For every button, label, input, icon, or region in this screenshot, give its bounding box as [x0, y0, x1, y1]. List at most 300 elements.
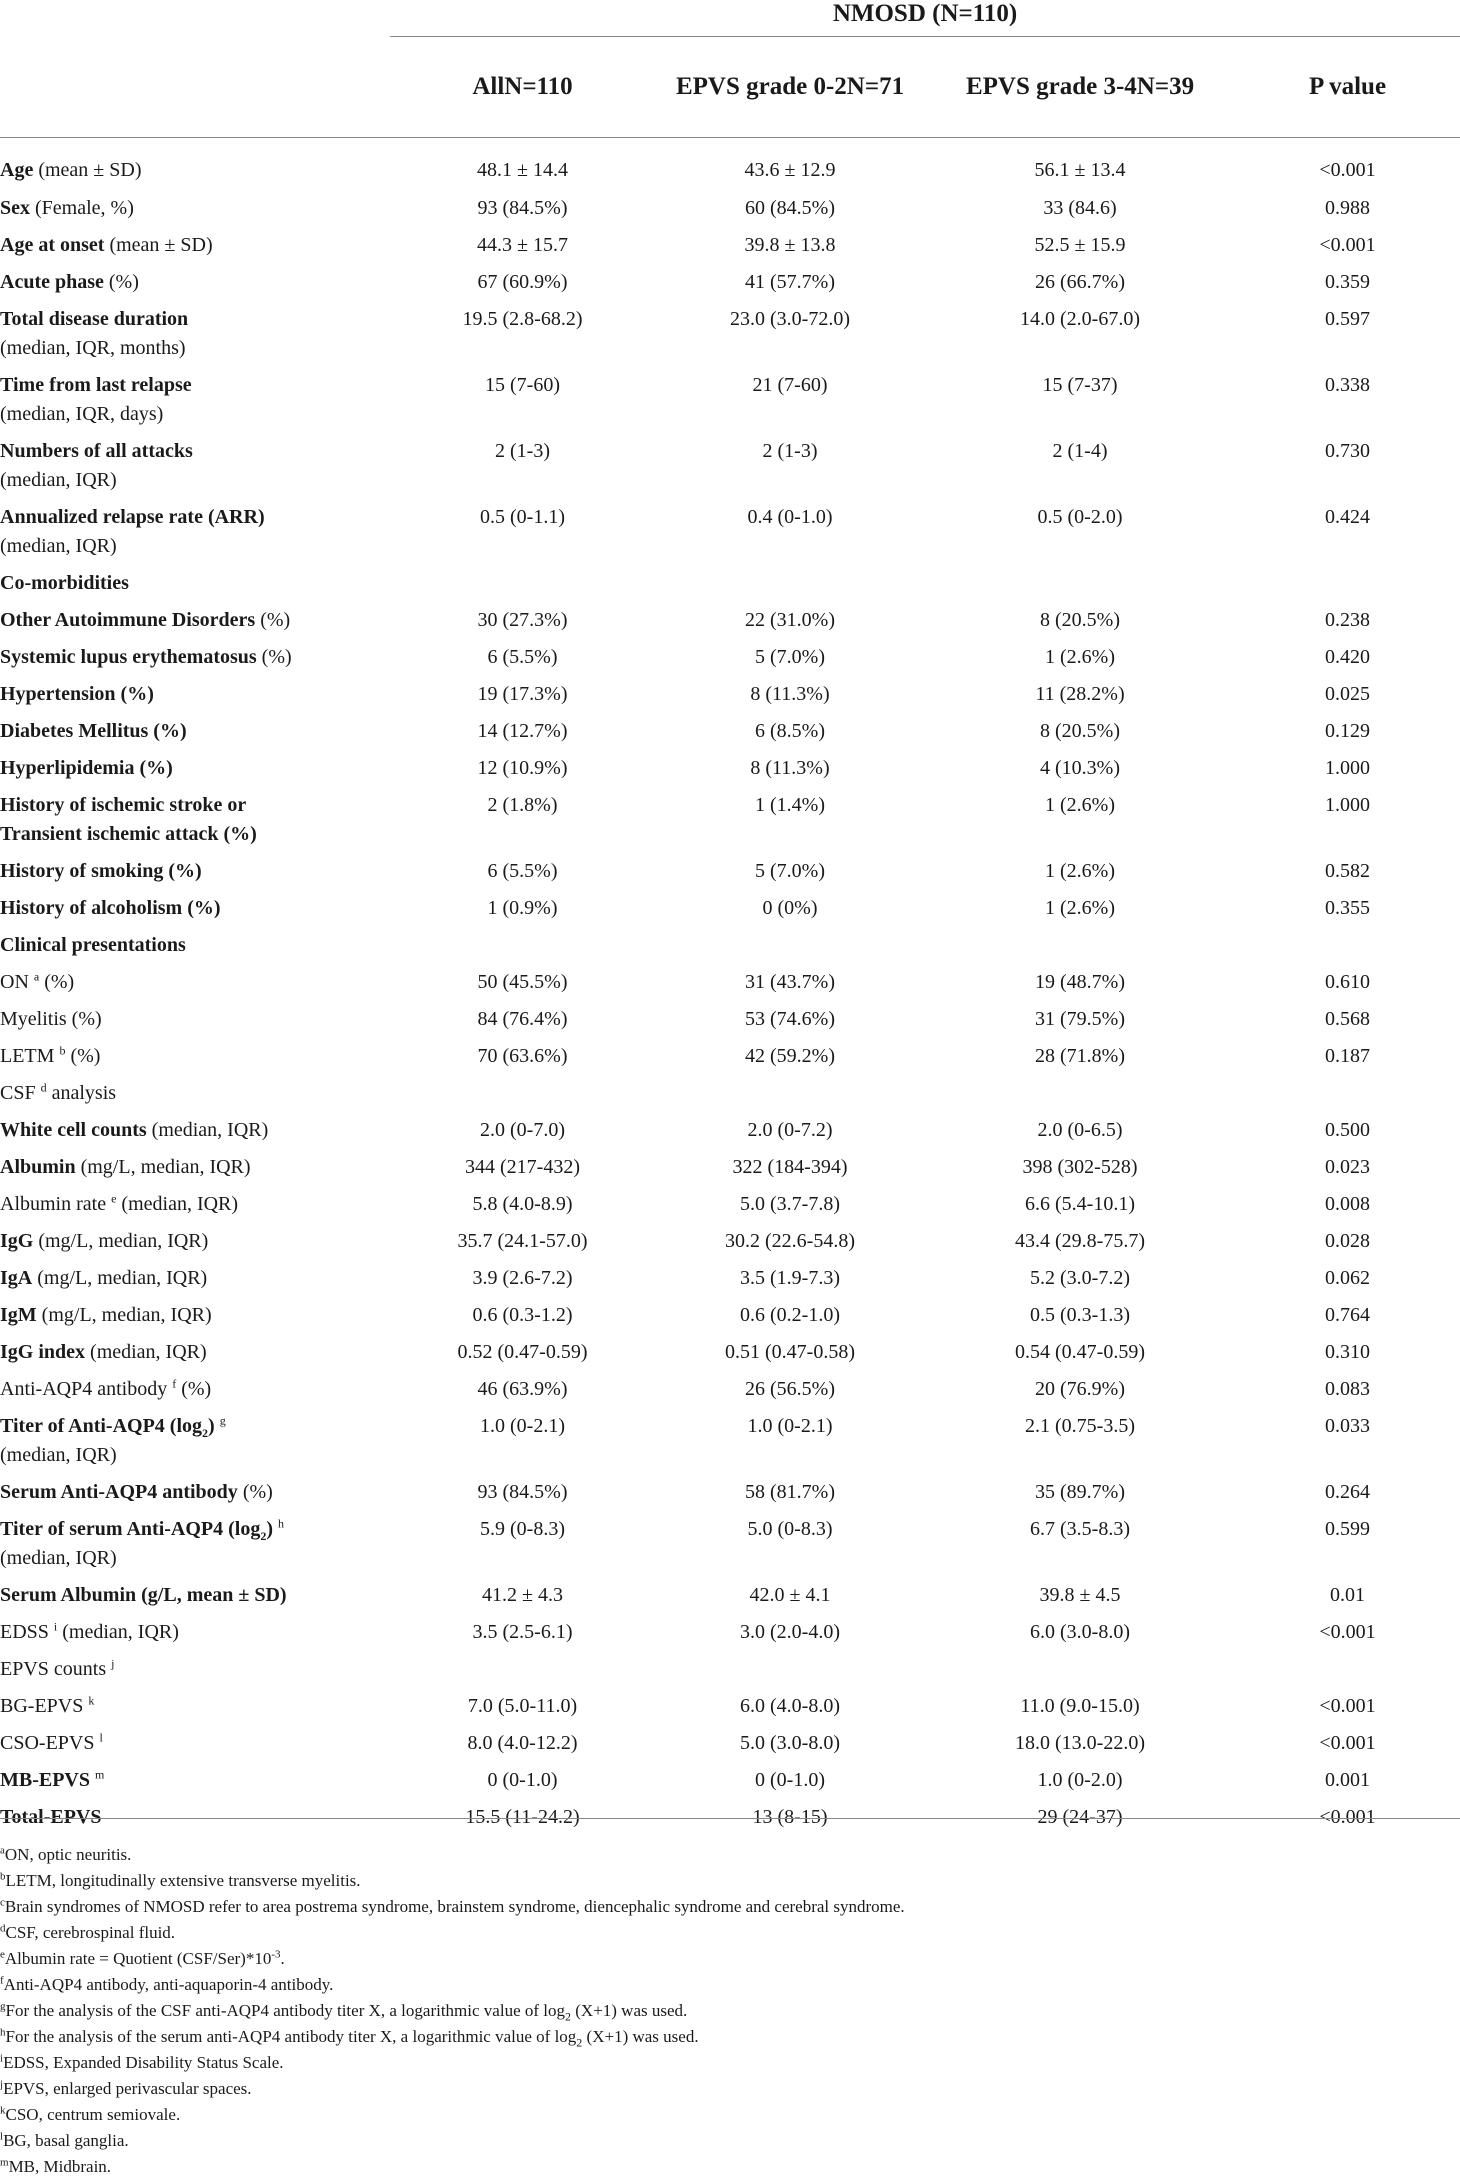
row-label-normal: LETM [0, 1044, 55, 1067]
table-cell [1235, 1073, 1460, 1110]
footnote-marker: j [111, 1655, 115, 1670]
table-row [0, 851, 1460, 888]
table-cell: 53 (74.6%) [745, 1007, 835, 1030]
table-cell: 0.52 (0.47-0.59) [457, 1340, 588, 1363]
footnote-marker: c [0, 1896, 5, 1909]
row-label-bold: Hypertension (%) [0, 682, 154, 705]
table-cell: 1 (1.4%) [755, 793, 825, 816]
table-row [0, 1612, 1460, 1649]
column-header: EPVS grade 0-2N=71 [655, 37, 925, 138]
table-row [0, 1472, 1460, 1509]
table-cell: 0.599 [1325, 1517, 1370, 1540]
row-label-normal: Albumin rate [0, 1192, 107, 1215]
row-label-normal: CSO-EPVS [0, 1731, 95, 1754]
table-row [0, 1649, 1460, 1686]
row-label [0, 1406, 390, 1472]
row-label-bold: Total-EPVS [0, 1805, 102, 1828]
footnote-text: ON, optic neuritis. [4, 1845, 132, 1864]
row-label [0, 1332, 390, 1369]
row-label-normal: ON [0, 970, 29, 993]
table-cell: 0.51 (0.47-0.58) [725, 1340, 855, 1363]
table-row [0, 1147, 1460, 1184]
table-cell: 7.0 (5.0-11.0) [467, 1694, 578, 1717]
table-cell: <0.001 [1319, 1620, 1376, 1643]
table-row [0, 925, 1460, 962]
column-header-row [0, 37, 1460, 138]
row-label [0, 365, 390, 431]
table-row [0, 1332, 1460, 1369]
table-cell: 48.1 ± 14.4 [477, 159, 568, 181]
footnote [0, 1920, 1460, 1946]
row-label [0, 748, 390, 785]
row-label-bold: Annualized relapse rate (ARR) [0, 505, 265, 528]
table-cell: 35.7 (24.1-57.0) [457, 1229, 588, 1252]
table-cell [925, 563, 1235, 600]
table-cell: 1 (2.6%) [1045, 793, 1115, 816]
table-cell: 6 (8.5%) [755, 719, 825, 742]
table-cell: 1.0 (0-2.1) [747, 1414, 833, 1437]
table-cell: 2 (1-3) [495, 439, 550, 462]
table-cell: 5.0 (3.0-8.0) [740, 1731, 840, 1754]
row-label [0, 1258, 390, 1295]
table-cell: 0.033 [1325, 1414, 1370, 1437]
table-row [0, 711, 1460, 748]
table-cell: 0 (0-1.0) [755, 1768, 825, 1791]
table-cell: 14.0 (2.0-67.0) [1020, 307, 1140, 330]
table-cell: 0.730 [1325, 439, 1370, 462]
row-label [0, 999, 390, 1036]
table-cell: 2 (1.8%) [487, 793, 558, 816]
row-label-normal: BG-EPVS [0, 1694, 84, 1717]
row-label-line2: (median, IQR) [0, 534, 117, 557]
table-cell: 70 (63.6%) [477, 1044, 568, 1067]
table-cell: 44.3 ± 15.7 [477, 233, 568, 256]
table-cell: 0.764 [1325, 1303, 1370, 1326]
table-cell: 5 (7.0%) [755, 859, 825, 882]
table-cell: 30 (27.3%) [477, 608, 568, 631]
table-cell: 18.0 (13.0-22.0) [1015, 1731, 1145, 1754]
table-cell: 42.0 ± 4.1 [749, 1583, 831, 1606]
row-label [0, 1073, 390, 1110]
table-cell: 0.5 (0.3-1.3) [1030, 1303, 1130, 1326]
row-label [0, 1575, 390, 1612]
row-label-normal: EPVS counts [0, 1657, 107, 1680]
footnote-text: Anti-AQP4 antibody, anti-aquaporin-4 antibody. [3, 1975, 334, 1994]
table-cell: 3.5 (2.5-6.1) [472, 1620, 573, 1643]
table-cell: 12 (10.9%) [477, 756, 568, 779]
footnote [0, 2128, 1460, 2154]
footnote [0, 1972, 1460, 1998]
row-label-line2: (median, IQR, months) [0, 336, 186, 359]
table-cell: 84 (76.4%) [477, 1007, 568, 1030]
footnote: $^e$Albumin rate = Quotient $(CSF/Ser)*10^{-3}$. [0, 1948, 285, 1968]
table-cell: 322 (184-394) [732, 1155, 848, 1178]
table-cell: 22 (31.0%) [745, 608, 835, 631]
row-label-normal: (%) [176, 1377, 212, 1400]
table-cell: 1.000 [1325, 756, 1370, 779]
row-label [0, 637, 390, 674]
table-cell: 0.187 [1325, 1044, 1370, 1067]
row-label [0, 962, 390, 999]
table-cell: 15.5 (11-24.2) [465, 1805, 580, 1828]
row-label [0, 431, 390, 497]
table-cell: 0.008 [1325, 1192, 1370, 1215]
footnote-marker: l [0, 2130, 4, 2143]
table-row [0, 637, 1460, 674]
table-cell: 398 (302-528) [1022, 1155, 1138, 1178]
row-label [0, 1295, 390, 1332]
row-label-bold: Numbers of all attacks [0, 439, 193, 462]
row-label-normal: (median, IQR) [57, 1620, 179, 1643]
table-row [0, 1797, 1460, 1845]
column-header [0, 37, 390, 138]
table-row [0, 563, 1460, 600]
row-label-normal: (mg/L, median, IQR) [32, 1266, 208, 1289]
table-cell: 14 (12.7%) [477, 719, 568, 742]
footnote [0, 2050, 1460, 2076]
table-cell: 1 (2.6%) [1045, 645, 1115, 668]
table-cell: 2.0 (0-7.2) [747, 1118, 833, 1141]
table-cell: <0.001 [1319, 233, 1376, 256]
row-label [0, 299, 390, 365]
table-row [0, 1575, 1460, 1612]
row-label [0, 851, 390, 888]
table-cell [1235, 563, 1460, 600]
footnote-marker: j [0, 2078, 4, 2091]
table-cell: 46 (63.9%) [477, 1377, 568, 1400]
table-body [0, 138, 1460, 1845]
column-header: P value [1235, 37, 1460, 138]
footnote-marker: k [0, 2104, 6, 2117]
table-cell: 15 (7-37) [1042, 373, 1118, 396]
table-cell: 56.1 ± 13.4 [1034, 159, 1126, 181]
footnote-marker: b [59, 1042, 66, 1057]
table-cell: 19 (17.3%) [477, 682, 568, 705]
row-label [0, 1184, 390, 1221]
row-label-bold: IgG [0, 1229, 34, 1252]
table-cell: 0.025 [1325, 682, 1370, 705]
table-cell: 1 (2.6%) [1045, 896, 1115, 919]
row-label-normal: (mg/L, median, IQR) [75, 1155, 251, 1178]
row-label-bold: History of ischemic stroke or [0, 793, 247, 816]
table-cell: 5.8 (4.0-8.9) [472, 1192, 573, 1215]
table-cell: 0 (0%) [762, 896, 818, 919]
table-row [0, 225, 1460, 262]
table-cell [1235, 925, 1460, 962]
table-cell: 0.129 [1325, 719, 1370, 742]
footnote-marker: g [0, 2000, 6, 2013]
table-cell: 39.8 ± 13.8 [744, 233, 836, 256]
table-row [0, 1406, 1460, 1472]
table-row [0, 1686, 1460, 1723]
table-cell: 2.1 (0.75-3.5) [1025, 1414, 1135, 1437]
row-label-normal: Anti-AQP4 antibody [0, 1377, 168, 1400]
table-cell [390, 563, 655, 600]
table-cell: 3.5 (1.9-7.3) [740, 1266, 840, 1289]
row-label-normal: analysis [46, 1081, 117, 1104]
row-label [0, 1797, 390, 1845]
table-cell: 0.062 [1325, 1266, 1370, 1289]
table-row [0, 785, 1460, 851]
row-label-normal: (%) [39, 970, 75, 993]
row-label-bold: History of alcoholism (%) [0, 896, 221, 919]
table-row [0, 1221, 1460, 1258]
table-cell: 2 (1-4) [1052, 439, 1108, 462]
table-row [0, 1110, 1460, 1147]
table-row [0, 1036, 1460, 1073]
footnote-marker: h [0, 2026, 6, 2039]
row-label [0, 711, 390, 748]
row-label-normal: (%) [255, 608, 291, 631]
table-cell: 5.0 (3.7-7.8) [740, 1192, 840, 1215]
row-label [0, 1472, 390, 1509]
table-cell: 19 (48.7%) [1035, 970, 1125, 993]
footnote-marker: d [0, 1922, 6, 1935]
row-label-normal: (%) [103, 270, 139, 293]
table-cell: 2.0 (0-6.5) [1037, 1118, 1123, 1141]
table-cell: 6 (5.5%) [487, 859, 558, 882]
table-cell: 0.310 [1325, 1340, 1370, 1363]
table-cell: 8 (11.3%) [750, 756, 830, 779]
table-cell: 60 (84.5%) [745, 196, 835, 219]
table-cell: 6.0 (4.0-8.0) [740, 1694, 840, 1717]
row-label [0, 1110, 390, 1147]
footnote-text: CSF, cerebrospinal fluid. [5, 1923, 176, 1942]
row-label-line2: (median, IQR) [0, 468, 117, 491]
row-label-line2: (median, IQR, days) [0, 402, 164, 425]
row-label-bold: Serum Anti-AQP4 antibody [0, 1480, 238, 1503]
row-label-normal: EDSS [0, 1620, 49, 1643]
footnote-text: EDSS, Expanded Disability Status Scale. [3, 2053, 284, 2072]
group-header-row [0, 0, 1460, 37]
footnote-marker: i [53, 1618, 58, 1633]
table-cell [390, 1073, 655, 1110]
row-label [0, 1686, 390, 1723]
table-cell [925, 1649, 1235, 1686]
row-label [0, 1036, 390, 1073]
table-cell: 0.610 [1325, 970, 1370, 993]
table-cell [390, 1649, 655, 1686]
table-cell: 1.0 (0-2.1) [480, 1414, 565, 1437]
row-label-bold: Age at onset [0, 233, 105, 256]
footnote-text: For the analysis of the CSF anti-AQP4 antibody titer X, a logarithmic value of log [5, 2001, 565, 2020]
footnote-marker: m [0, 2156, 9, 2169]
table-row [0, 1509, 1460, 1575]
table-cell: 42 (59.2%) [745, 1044, 835, 1067]
row-label [0, 225, 390, 262]
row-label-bold: Co-morbidities [0, 571, 129, 594]
table-row [0, 138, 1460, 188]
table-cell: 31 (79.5%) [1035, 1007, 1125, 1030]
table-cell: 0.023 [1325, 1155, 1370, 1178]
table-cell: <0.001 [1319, 1805, 1376, 1828]
table-row [0, 1073, 1460, 1110]
table-row [0, 1295, 1460, 1332]
footnote [0, 2076, 1460, 2102]
row-label-normal: (%) [256, 645, 292, 668]
table-cell: 0.338 [1325, 373, 1370, 396]
footnote [0, 2154, 1460, 2180]
table-cell: 4 (10.3%) [1040, 756, 1120, 779]
footnote-marker: k [88, 1692, 95, 1707]
table-cell: 28 (71.8%) [1035, 1044, 1125, 1067]
table-row [0, 748, 1460, 785]
table-cell: 41.2 ± 4.3 [482, 1583, 563, 1606]
table-row [0, 497, 1460, 563]
row-label-normal: (%) [237, 1480, 273, 1503]
footnote [0, 1868, 1460, 1894]
row-label-normal: (mg/L, median, IQR) [33, 1229, 209, 1252]
footnote-text: BG, basal ganglia. [3, 2131, 129, 2150]
table-cell: 26 (66.7%) [1035, 270, 1125, 293]
row-label-line2: (median, IQR) [0, 1546, 117, 1569]
footnote-text: EPVS, enlarged perivascular spaces. [3, 2079, 252, 2098]
table-cell: 29 (24-37) [1037, 1805, 1123, 1828]
row-label-bold: Sex [0, 196, 30, 219]
table-cell: 0.264 [1325, 1480, 1370, 1503]
row-label-normal: (mean ± SD) [33, 159, 142, 181]
table-cell: 0.028 [1325, 1229, 1370, 1252]
table-cell: 43.6 ± 12.9 [744, 159, 836, 181]
table-cell: <0.001 [1319, 159, 1376, 181]
footnote-text: MB, Midbrain. [8, 2157, 112, 2176]
row-label-bold: IgM [0, 1303, 37, 1326]
table-cell: 0.4 (0-1.0) [747, 505, 833, 528]
row-label-bold: Time from last relapse [0, 373, 192, 396]
row-label-normal: (mg/L, median, IQR) [36, 1303, 212, 1326]
table-row [0, 188, 1460, 225]
footnote [0, 1894, 1460, 1920]
row-label-bold: Serum Albumin (g/L, mean ± SD) [0, 1583, 287, 1606]
table-cell: 6.7 (3.5-8.3) [1030, 1517, 1130, 1540]
table-cell: 11 (28.2%) [1035, 682, 1125, 705]
table-cell: 0.420 [1325, 645, 1370, 668]
footnotes [0, 1842, 1460, 2180]
table-cell: 0.424 [1325, 505, 1370, 528]
table-bottom-rule [0, 1818, 1460, 1819]
row-label [0, 1649, 390, 1686]
footnote-marker: f [0, 1974, 4, 1987]
table-cell: 6.6 (5.4-10.1) [1025, 1192, 1135, 1215]
table-cell: 0.597 [1325, 307, 1370, 330]
footnote-marker: a [33, 968, 40, 983]
table-cell: 2.0 (0-7.0) [480, 1118, 565, 1141]
table-cell: 0.582 [1325, 859, 1370, 882]
table-cell: 33 (84.6) [1043, 196, 1117, 219]
table-cell: 0 (0-1.0) [487, 1768, 558, 1791]
table-cell: 0.54 (0.47-0.59) [1015, 1340, 1145, 1363]
table-cell: 1 (2.6%) [1045, 859, 1115, 882]
table-cell: 3.9 (2.6-7.2) [472, 1266, 573, 1289]
table-row [0, 1184, 1460, 1221]
table-cell [925, 1073, 1235, 1110]
table-cell: 8.0 (4.0-12.2) [467, 1731, 578, 1754]
table-row [0, 431, 1460, 497]
row-label-bold: Hyperlipidemia (%) [0, 756, 173, 779]
table-cell [655, 1073, 925, 1110]
row-label-bold: IgA [0, 1266, 33, 1289]
table-cell: 8 (20.5%) [1040, 608, 1120, 631]
row-label [0, 888, 390, 925]
table-cell: 93 (84.5%) [477, 1480, 568, 1503]
table-cell: 67 (60.9%) [477, 270, 568, 293]
row-label-normal: (median, IQR) [85, 1340, 207, 1363]
row-label [0, 785, 390, 851]
table-cell: <0.001 [1319, 1731, 1376, 1754]
table-cell: 3.0 (2.0-4.0) [740, 1620, 840, 1643]
table-row [0, 999, 1460, 1036]
footnote-marker: d [40, 1079, 47, 1094]
table-cell: 20 (76.9%) [1035, 1377, 1125, 1400]
footnote-text: For the analysis of the serum anti-AQP4 antibody titer X, a logarithmic value of log [5, 2027, 577, 2046]
table-cell: 31 (43.7%) [745, 970, 835, 993]
row-label [0, 262, 390, 299]
footnote-marker: e [0, 1948, 5, 1961]
table-cell: 1.000 [1325, 793, 1370, 816]
table-cell [390, 925, 655, 962]
row-label-bold: Other Autoimmune Disorders [0, 608, 256, 631]
table-cell: 19.5 (2.8-68.2) [462, 307, 583, 330]
row-label [0, 138, 390, 188]
table-cell: 11.0 (9.0-15.0) [1020, 1694, 1140, 1717]
row-label-line2: Transient ischemic attack (%) [0, 822, 257, 845]
table-cell: 1.0 (0-2.0) [1037, 1768, 1123, 1791]
table-cell: 21 (7-60) [752, 373, 828, 396]
table-cell: 93 (84.5%) [477, 196, 568, 219]
table-cell: 0.988 [1325, 196, 1370, 219]
row-label-normal: (Female, %) [30, 196, 134, 219]
footnote-marker: b [0, 1870, 6, 1883]
table-cell [655, 563, 925, 600]
footnote-marker: g [219, 1412, 226, 1427]
row-label-normal: CSF [0, 1081, 36, 1104]
table-cell: 0.083 [1325, 1377, 1370, 1400]
row-label [0, 674, 390, 711]
table-cell: 41 (57.7%) [745, 270, 835, 293]
table-cell: 1 (0.9%) [487, 896, 558, 919]
column-header: EPVS grade 3-4N=39 [925, 37, 1235, 138]
table-cell: 5.9 (0-8.3) [480, 1517, 565, 1540]
table-cell: 0.238 [1325, 608, 1370, 631]
footnote-text: LETM, longitudinally extensive transverse myelitis. [5, 1871, 361, 1890]
table-row [0, 674, 1460, 711]
table-cell: 30.2 (22.6-54.8) [725, 1229, 855, 1252]
table-cell: 26 (56.5%) [745, 1377, 835, 1400]
table-cell: 43.4 (29.8-75.7) [1015, 1229, 1145, 1252]
table-cell: 0.5 (0-2.0) [1037, 505, 1123, 528]
table-cell: 0.568 [1325, 1007, 1370, 1030]
table-cell: 13 (8-15) [752, 1805, 828, 1828]
row-label [0, 1369, 390, 1406]
footnote: $^g$For the analysis of the CSF anti-AQP4 antibody titer X, a logarithmic value of $\log_2 (X+1)$ was used. [0, 2000, 688, 2024]
table-row [0, 1760, 1460, 1797]
footnote-marker: f [172, 1375, 177, 1390]
row-label-normal: (median, IQR) [116, 1192, 239, 1215]
table-cell: 8 (11.3%) [750, 682, 830, 705]
table-cell: 0.6 (0.3-1.2) [472, 1303, 573, 1326]
table-cell: 8 (20.5%) [1040, 719, 1120, 742]
footnote-marker: l [99, 1729, 103, 1744]
footnote-marker: a [0, 1844, 5, 1857]
table-cell [655, 925, 925, 962]
footnote-marker: e [111, 1190, 117, 1205]
row-label [0, 563, 390, 600]
table-row [0, 1723, 1460, 1760]
footnote-text: CSO, centrum semiovale. [5, 2105, 181, 2124]
row-label-normal: (mean ± SD) [104, 233, 213, 256]
table-row [0, 299, 1460, 365]
table-row [0, 888, 1460, 925]
